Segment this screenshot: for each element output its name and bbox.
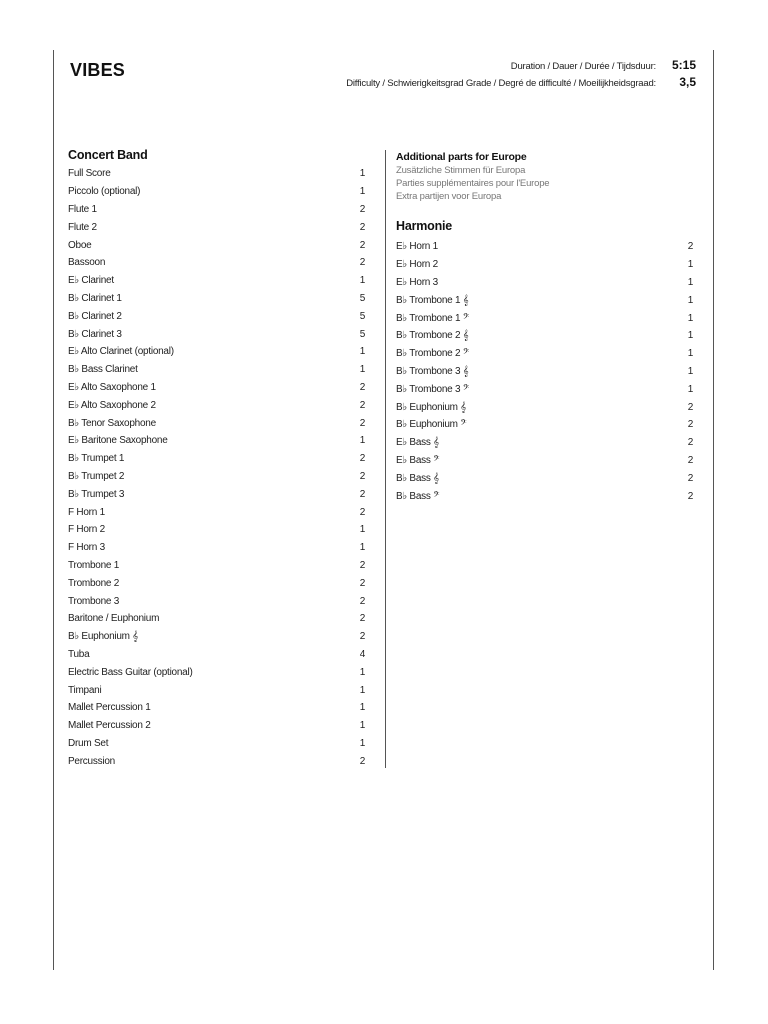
part-quantity: 1 (359, 435, 365, 447)
part-row (396, 434, 693, 452)
harmonie-parts-list (396, 238, 693, 505)
europe-translation-de: Zusätzliche Stimmen für Europa (396, 165, 526, 176)
part-name: B♭ Clarinet 2 (68, 310, 122, 322)
part-quantity: 2 (687, 454, 693, 466)
part-row (68, 254, 365, 272)
part-quantity: 4 (359, 648, 365, 660)
part-quantity: 2 (359, 559, 365, 571)
part-name: F Horn 1 (68, 506, 105, 518)
concert-band-parts-list (68, 165, 365, 770)
part-name: B♭ Trombone 1 𝄞 (396, 294, 469, 306)
part-quantity: 1 (687, 365, 693, 377)
harmonie-heading: Harmonie (396, 219, 453, 233)
europe-translations (396, 164, 693, 203)
part-name: E♭ Horn 1 (396, 241, 438, 253)
part-row (396, 256, 693, 274)
part-quantity: 1 (359, 364, 365, 376)
part-row (396, 487, 693, 505)
part-row (68, 521, 365, 539)
difficulty-label: Difficulty / Schwierigkeitsgrad Grade / Degré de difficulté / Moeilijkheidsgraad: (346, 78, 656, 89)
part-row (68, 735, 365, 753)
part-name: Baritone / Euphonium (68, 613, 160, 625)
difficulty-row (346, 75, 696, 92)
part-row (68, 379, 365, 397)
part-name: Timpani (68, 684, 102, 696)
part-name: B♭ Trumpet 2 (68, 470, 125, 482)
part-quantity: 1 (359, 346, 365, 358)
duration-row (346, 58, 696, 75)
part-name: Tuba (68, 648, 90, 660)
part-row (68, 450, 365, 468)
part-quantity: 2 (359, 613, 365, 625)
part-name: E♭ Bass 𝄞 (396, 437, 439, 449)
part-name: Trombone 2 (68, 577, 120, 589)
duration-value: 5:15 (671, 58, 696, 72)
europe-column (396, 146, 693, 505)
part-quantity: 2 (359, 470, 365, 482)
part-name: Oboe (68, 239, 92, 251)
part-name: Drum Set (68, 737, 109, 749)
part-quantity: 2 (359, 417, 365, 429)
difficulty-value: 3,5 (679, 75, 696, 89)
part-name: B♭ Trombone 3 𝄞 (396, 365, 469, 377)
part-quantity: 1 (359, 168, 365, 180)
part-quantity: 2 (359, 577, 365, 589)
europe-heading: Additional parts for Europe (396, 151, 527, 163)
part-name: F Horn 2 (68, 524, 105, 536)
concert-band-column (68, 146, 365, 770)
part-row (396, 238, 693, 256)
part-row (68, 218, 365, 236)
column-divider (385, 150, 386, 768)
part-quantity: 1 (359, 275, 365, 287)
part-row (396, 416, 693, 434)
part-quantity: 5 (359, 292, 365, 304)
piece-title: VIBES (70, 60, 126, 80)
right-margin-rule (713, 50, 714, 970)
part-row (396, 327, 693, 345)
part-name: Mallet Percussion 2 (68, 720, 151, 732)
part-quantity: 2 (359, 755, 365, 767)
part-name: B♭ Euphonium 𝄞 (396, 401, 466, 413)
part-name: B♭ Trumpet 3 (68, 488, 125, 500)
part-quantity: 2 (359, 239, 365, 251)
part-quantity: 2 (687, 401, 693, 413)
part-row (68, 592, 365, 610)
part-name: E♭ Alto Saxophone 1 (68, 381, 156, 393)
part-row (68, 557, 365, 575)
part-name: Flute 2 (68, 221, 97, 233)
part-quantity: 2 (687, 437, 693, 449)
concert-band-heading: Concert Band (68, 148, 148, 162)
part-name: Piccolo (optional) (68, 186, 141, 198)
part-quantity: 1 (687, 348, 693, 360)
part-quantity: 1 (687, 294, 693, 306)
part-quantity: 2 (687, 472, 693, 484)
part-row (68, 432, 365, 450)
part-quantity: 1 (359, 186, 365, 198)
part-name: B♭ Bass 𝄢 (396, 490, 440, 502)
part-name: F Horn 3 (68, 542, 105, 554)
part-name: B♭ Tenor Saxophone (68, 417, 156, 429)
part-name: Flute 1 (68, 203, 97, 215)
part-quantity: 5 (359, 328, 365, 340)
part-name: E♭ Clarinet (68, 275, 114, 287)
part-quantity: 2 (687, 490, 693, 502)
left-margin-rule (53, 50, 54, 970)
part-name: B♭ Trombone 2 𝄢 (396, 348, 469, 360)
part-quantity: 2 (359, 203, 365, 215)
part-quantity: 2 (359, 453, 365, 465)
part-quantity: 2 (359, 595, 365, 607)
part-row (68, 717, 365, 735)
part-row (68, 752, 365, 770)
part-name: B♭ Euphonium 𝄞 (68, 631, 138, 643)
part-row (68, 574, 365, 592)
part-row (68, 343, 365, 361)
part-name: E♭ Alto Saxophone 2 (68, 399, 156, 411)
part-name: B♭ Trombone 3 𝄢 (396, 383, 469, 395)
part-quantity: 2 (359, 381, 365, 393)
part-name: B♭ Bass 𝄞 (396, 472, 439, 484)
part-quantity: 1 (359, 542, 365, 554)
part-name: Electric Bass Guitar (optional) (68, 666, 193, 678)
part-name: E♭ Baritone Saxophone (68, 435, 168, 447)
piece-meta (346, 58, 696, 92)
part-name: B♭ Trombone 1 𝄢 (396, 312, 469, 324)
part-row (68, 361, 365, 379)
part-name: Mallet Percussion 1 (68, 702, 151, 714)
part-row (68, 290, 365, 308)
part-row (396, 452, 693, 470)
part-name: B♭ Clarinet 1 (68, 292, 122, 304)
part-row (396, 380, 693, 398)
duration-label: Duration / Dauer / Durée / Tijdsduur: (510, 61, 656, 72)
part-quantity: 1 (359, 702, 365, 714)
part-quantity: 5 (359, 310, 365, 322)
part-row (396, 291, 693, 309)
part-name: Full Score (68, 168, 111, 180)
part-name: Trombone 3 (68, 595, 120, 607)
part-row (68, 236, 365, 254)
part-name: B♭ Trombone 2 𝄞 (396, 330, 469, 342)
part-quantity: 1 (687, 383, 693, 395)
part-quantity: 1 (359, 684, 365, 696)
part-row (396, 345, 693, 363)
part-name: B♭ Euphonium 𝄢 (396, 419, 467, 431)
part-row (396, 469, 693, 487)
part-row (68, 628, 365, 646)
part-name: B♭ Bass Clarinet (68, 364, 138, 376)
part-quantity: 1 (359, 737, 365, 749)
part-row (68, 663, 365, 681)
part-name: E♭ Horn 3 (396, 276, 438, 288)
part-row (68, 325, 365, 343)
part-row (68, 539, 365, 557)
part-quantity: 2 (359, 631, 365, 643)
part-quantity: 2 (359, 221, 365, 233)
part-name: E♭ Bass 𝄢 (396, 454, 440, 466)
part-row (68, 646, 365, 664)
part-quantity: 1 (687, 312, 693, 324)
part-quantity: 1 (687, 259, 693, 271)
part-name: Trombone 1 (68, 559, 120, 571)
part-row (68, 681, 365, 699)
part-name: E♭ Horn 2 (396, 259, 438, 271)
part-row (396, 363, 693, 381)
part-row (68, 201, 365, 219)
europe-translation-fr: Parties supplémentaires pour l'Europe (396, 178, 550, 189)
part-quantity: 2 (687, 241, 693, 253)
part-row (68, 414, 365, 432)
part-row (68, 468, 365, 486)
part-quantity: 1 (359, 720, 365, 732)
part-quantity: 2 (687, 419, 693, 431)
part-row (68, 699, 365, 717)
part-quantity: 1 (687, 330, 693, 342)
part-name: E♭ Alto Clarinet (optional) (68, 346, 174, 358)
part-quantity: 1 (687, 276, 693, 288)
part-quantity: 1 (359, 666, 365, 678)
part-quantity: 1 (359, 524, 365, 536)
part-row (68, 396, 365, 414)
part-row (68, 307, 365, 325)
part-row (68, 165, 365, 183)
part-row (396, 398, 693, 416)
part-name: Percussion (68, 755, 115, 767)
part-row (68, 183, 365, 201)
part-row (68, 503, 365, 521)
part-quantity: 2 (359, 488, 365, 500)
part-row (68, 272, 365, 290)
part-quantity: 2 (359, 399, 365, 411)
part-row (68, 485, 365, 503)
part-row (68, 610, 365, 628)
part-row (396, 309, 693, 327)
part-name: B♭ Trumpet 1 (68, 453, 125, 465)
part-name: B♭ Clarinet 3 (68, 328, 122, 340)
europe-translation-nl: Extra partijen voor Europa (396, 191, 502, 202)
part-quantity: 2 (359, 506, 365, 518)
part-row (396, 274, 693, 292)
part-name: Bassoon (68, 257, 106, 269)
part-quantity: 2 (359, 257, 365, 269)
